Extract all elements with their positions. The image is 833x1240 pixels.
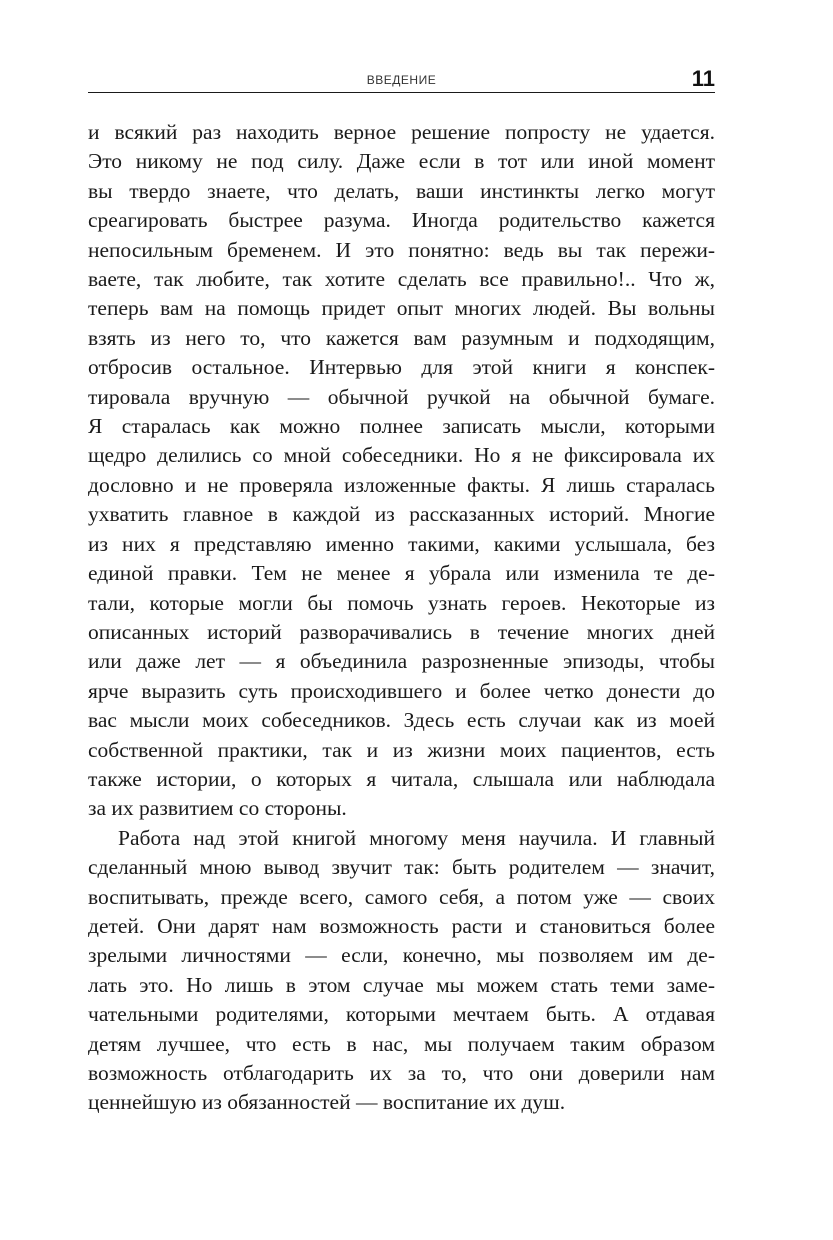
text-line: тали, которые могли бы помочь узнать героев. Некоторые из: [88, 590, 715, 615]
text-line: воспитывать, прежде всего, самого себя, а потом уже — своих: [88, 884, 715, 909]
text-line: также истории, о которых я читала, слышала или наблюдала: [88, 766, 715, 791]
text-line: зрелыми личностями — если, конечно, мы позволяем им де-: [88, 943, 715, 968]
text-line: из них я представляю именно такими, какими услышала, без: [88, 531, 715, 556]
text-line: вас мысли моих собеседников. Здесь есть случаи как из моей: [88, 708, 715, 733]
paragraph-1: [88, 118, 715, 824]
text-line: ухватить главное в каждой из рассказанных историй. Многие: [88, 502, 715, 527]
body-text: [88, 118, 715, 1118]
paragraph-2: [88, 824, 715, 1118]
text-line: Это никому не под силу. Даже если в тот или иной момент: [88, 149, 715, 174]
text-line: щедро делились со мной собеседники. Но я не фиксировала их: [88, 443, 715, 468]
text-line: ярче выразить суть происходившего и более четко донести до: [88, 678, 715, 703]
text-line: теперь вам на помощь придет опыт многих людей. Вы вольны: [88, 296, 715, 321]
section-title: ВВЕДЕНИЕ: [366, 73, 437, 87]
page-number: 11: [691, 66, 715, 91]
text-line: отбросив остальное. Интервью для этой книги я конспек-: [88, 355, 715, 380]
text-line: ценнейшую из обязанностей — воспитание их душ.: [88, 1090, 566, 1115]
text-line: взять из него то, что кажется вам разумным и подходящим,: [88, 325, 715, 350]
text-line: чательными родителями, которыми мечтаем быть. А отдавая: [88, 1002, 715, 1027]
text-line: вы твердо знаете, что делать, ваши инстинкты легко могут: [88, 178, 715, 203]
text-line: тировала вручную — обычной ручкой на обычной бумаге.: [88, 384, 715, 409]
text-line: непосильным бременем. И это понятно: ведь вы так пережи-: [88, 237, 715, 262]
text-line: сделанный мною вывод звучит так: быть родителем — значит,: [88, 855, 715, 880]
text-line: и всякий раз находить верное решение попросту не удается.: [88, 120, 715, 144]
text-line: описанных историй разворачивались в течение многих дней: [88, 619, 715, 644]
text-line: лать это. Но лишь в этом случае мы можем стать теми заме-: [88, 972, 715, 997]
text-line: Я старалась как можно полнее записать мысли, которыми: [88, 414, 715, 439]
text-line: единой правки. Тем не менее я убрала или изменила те де-: [88, 561, 715, 586]
text-line: возможность отблагодарить их за то, что они доверили нам: [88, 1061, 715, 1085]
running-header: [88, 66, 715, 93]
text-line: за их развитием со стороны.: [88, 796, 347, 821]
text-line: детей. Они дарят нам возможность расти и становиться более: [88, 913, 715, 938]
text-line: Работа над этой книгой многому меня научила. И главный: [118, 825, 715, 850]
text-line: ваете, так любите, так хотите сделать все правильно!.. Что ж,: [88, 267, 715, 292]
text-line: собственной практики, так и из жизни моих пациентов, есть: [88, 737, 715, 762]
text-line: или даже лет — я объединила разрозненные эпизоды, чтобы: [88, 649, 715, 674]
text-line: среагировать быстрее разума. Иногда родительство кажется: [88, 208, 715, 233]
text-line: детям лучшее, что есть в нас, мы получаем таким образом: [88, 1031, 715, 1056]
text-line: дословно и не проверяла изложенные факты. Я лишь старалась: [88, 472, 715, 497]
